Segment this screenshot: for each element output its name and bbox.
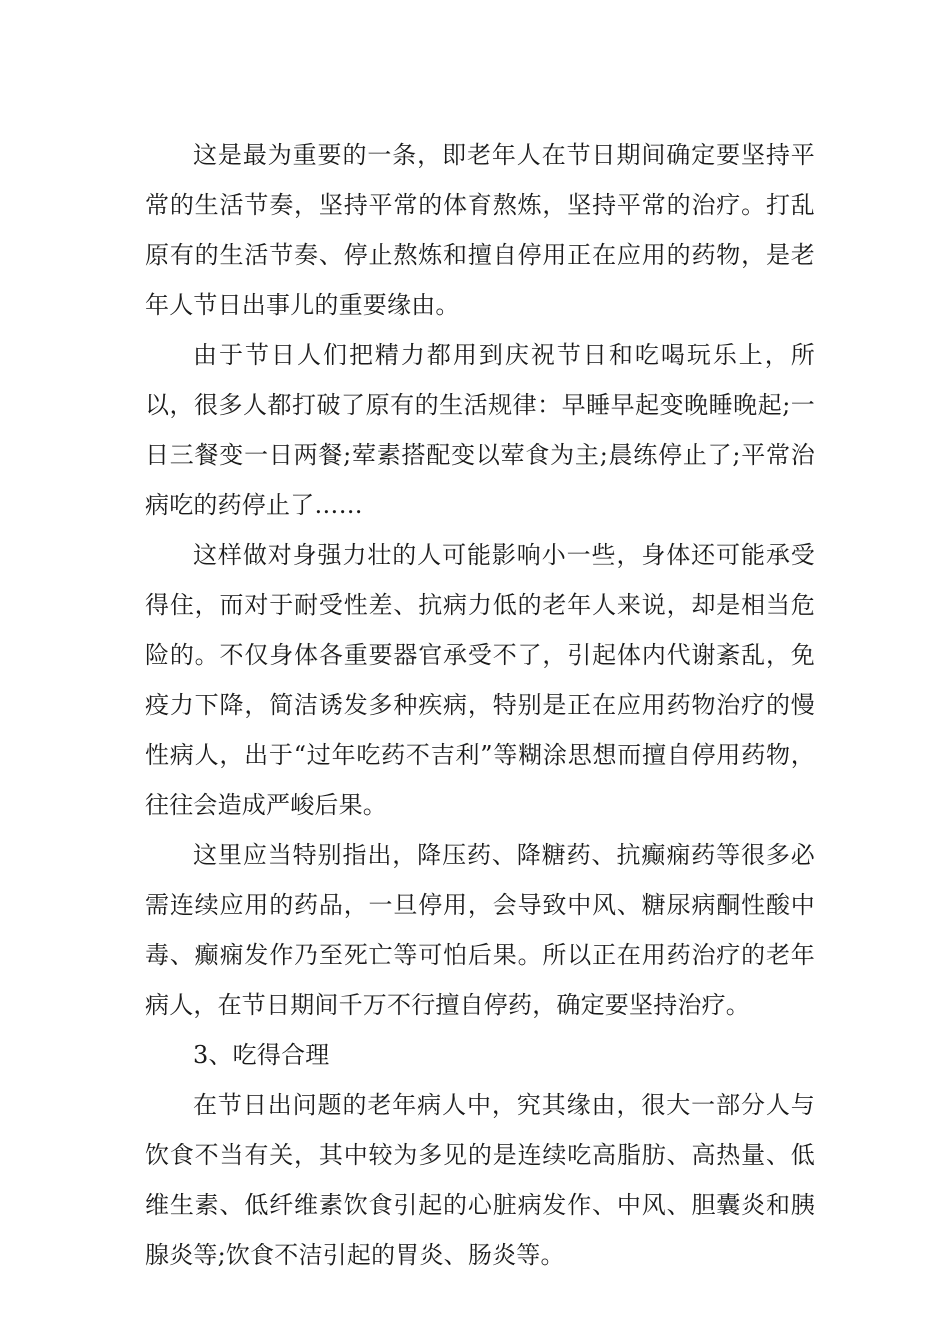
document-body xyxy=(145,130,815,1280)
paragraph: 在节日出问题的老年病人中，究其缘由，很大一部分人与饮食不当有关，其中较为多见的是连续吃高脂肪、高热量、低维生素、低纤维素饮食引起的心脏病发作、中风、胆囊炎和胰腺炎等;饮食不洁引起的胃炎、肠炎等。 xyxy=(145,1091,815,1269)
paragraph: 这是最为重要的一条，即老年人在节日期间确定要坚持平常的生活节奏，坚持平常的体育熬炼，坚持平常的治疗。打乱原有的生活节奏、停止熬炼和擅自停用正在应用的药物，是老年人节日出事儿的重要缘由。 xyxy=(145,141,815,319)
section-heading: 3、吃得合理 xyxy=(193,1041,330,1069)
paragraph: 由于节日人们把精力都用到庆祝节日和吃喝玩乐上，所以，很多人都打破了原有的生活规律：早睡早起变晚睡晚起;一日三餐变一日两餐;荤素搭配变以荤食为主;晨练停止了;平常治病吃的药停止了…… xyxy=(145,341,815,519)
paragraph: 这里应当特别指出，降压药、降糖药、抗癫痫药等很多必需连续应用的药品，一旦停用，会导致中风、糖尿病酮性酸中毒、癫痫发作乃至死亡等可怕后果。所以正在用药治疗的老年病人，在节日期间千万不行擅自停药，确定要坚持治疗。 xyxy=(145,841,815,1019)
paragraph: 这样做对身强力壮的人可能影响小一些，身体还可能承受得住，而对于耐受性差、抗病力低的老年人来说，却是相当危险的。不仅身体各重要器官承受不了，引起体内代谢紊乱，免疫力下降，简洁诱发多种疾病，特别是正在应用药物治疗的慢性病人，出于“过年吃药不吉利”等糊涂思想而擅自停用药物，往往会造成严峻后果。 xyxy=(145,541,815,819)
